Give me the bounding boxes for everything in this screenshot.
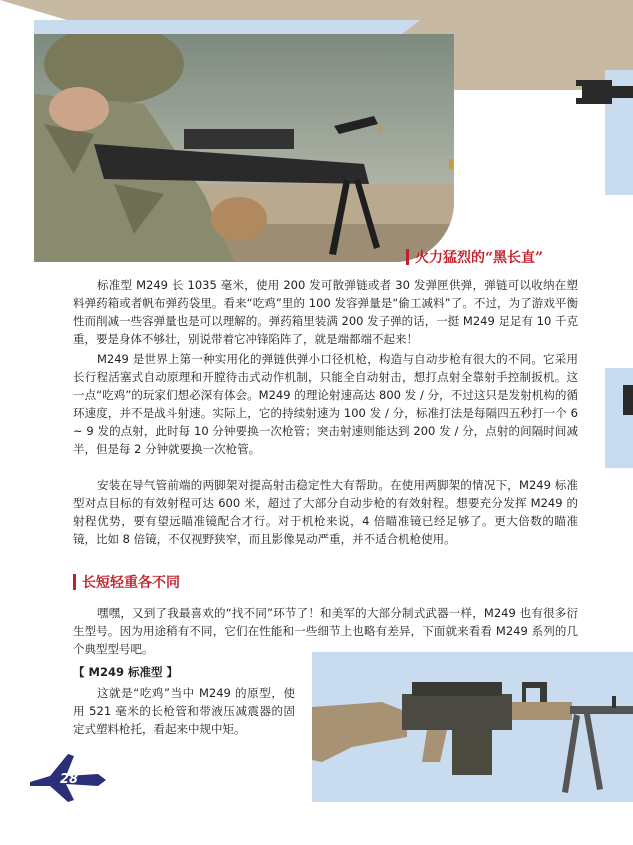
right-strip-middle <box>605 368 633 468</box>
heading-text: 火力猛烈的“黑长直” <box>415 250 544 266</box>
section-heading-variants <box>73 572 180 592</box>
section-heading-firepower <box>406 247 543 267</box>
paragraph-bipod: 安装在导气管前端的两脚架对提高射击稳定性大有帮助。在使用两脚架的情况下，M249 标准型对点目标的有效射程可达 600 米，超过了大部分自动步枪的有效射程。想要充分发挥 M249 的射程优势，要有望远瞄准镜配合才行。对于机枪来说，4 倍瞄准镜已经足够了。更大倍数的瞄准镜，比如 8 倍镜，不仅视野狭窄，而且影像晃动严重，并不适合机枪使用。 <box>73 478 578 546</box>
paragraph-variants: 嘿嘿，又到了我最喜欢的“找不同”环节了！和美军的大部分制式武器一样，M249 也有很多衍生型号。因为用途稍有不同，它们在性能和一些细节上也略有差异，下面就来看看 M249 系列的几个典型型号吧。 <box>73 606 578 656</box>
heading-text: 长短轻重各不同 <box>82 575 180 591</box>
m249-illustration <box>312 652 633 802</box>
paragraph-specs: 标准型 M249 长 1035 毫米，使用 200 发可散弹链或者 30 发弹匣供弹，弹链可以收纳在塑料弹药箱或者帆布弹药袋里。看来“吃鸡”里的 100 发容弹量是“偷工减料”了。不过，为了游戏平衡性而削减一些容弹量也是可以理解的。弹药箱里装满 200 发子弹的话，一挺 M249 足足有 10 千克重，要是身体不够壮，别说带着它冲锋陷阵了，就是端都端不起来！ <box>73 278 578 346</box>
stock-icon-middle <box>620 385 633 415</box>
page-number: 28 <box>60 772 79 787</box>
heading-bar <box>73 574 76 590</box>
stock-icon-top <box>572 72 633 112</box>
soldier-photo <box>34 34 454 262</box>
subhead-m249-standard: 【 M249 标准型 】 <box>73 665 178 679</box>
heading-bar <box>406 249 409 265</box>
paragraph-m249-standard: 这就是“吃鸡”当中 M249 的原型，使用 521 毫米的长枪管和带液压减震器的固定式塑料枪托，看起来中规中矩。 <box>73 686 295 736</box>
paragraph-mechanism: M249 是世界上第一种实用化的弹链供弹小口径机枪，构造与自动步枪有很大的不同。它采用长行程活塞式自动原理和开膛待击式动作机制，只能全自动射击，想打点射全靠射手控制扳机。这一点“吃鸡”的玩家们想必深有体会。M249 的理论射速高达 800 发 / 分，不过这只是发射机构的循环速度，并不是战斗射速。实际上，它的持续射速为 100 发 / 分，标准打法是每隔四五秒打一个 6 ~ 9 发的点射，此时每 10 分钟要换一次枪管；突击射速则能达到 200 发 / 分，点射的间隔时间减半，但是每 2 分钟就要换一次枪管。 <box>73 352 578 456</box>
